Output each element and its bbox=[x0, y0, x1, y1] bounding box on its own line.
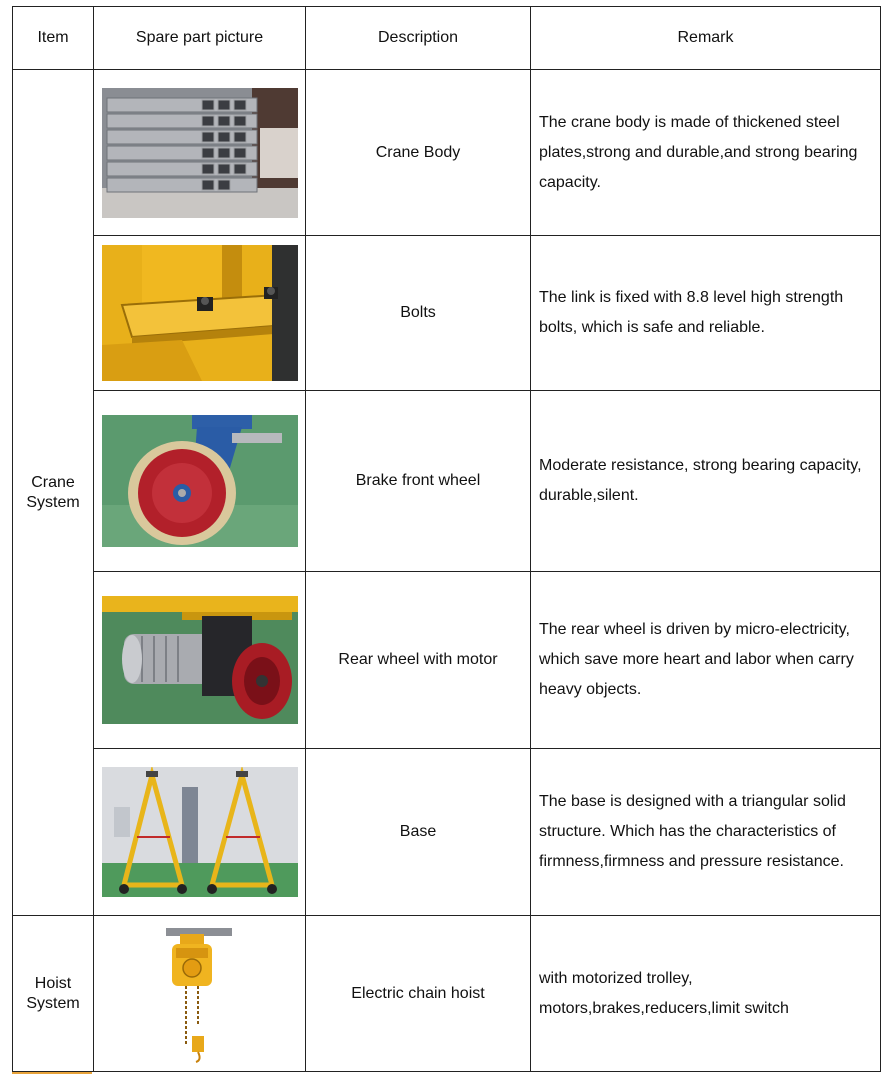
description-cell: Rear wheel with motor bbox=[306, 572, 531, 749]
picture-cell bbox=[94, 70, 306, 236]
description-cell: Bolts bbox=[306, 236, 531, 391]
picture-cell bbox=[94, 572, 306, 749]
bolts-photo bbox=[102, 245, 298, 381]
table-row bbox=[13, 572, 881, 749]
chain-hoist-photo bbox=[102, 924, 298, 1064]
table-row bbox=[13, 916, 881, 1072]
header-remark: Remark bbox=[531, 7, 881, 70]
picture-cell bbox=[94, 391, 306, 572]
remark-cell: Moderate resistance, strong bearing capacity, durable,silent. bbox=[531, 391, 881, 572]
table-row bbox=[13, 236, 881, 391]
motor-wheel-photo bbox=[102, 596, 298, 724]
picture-cell bbox=[94, 916, 306, 1072]
table-row bbox=[13, 749, 881, 916]
description-cell: Base bbox=[306, 749, 531, 916]
remark-cell: with motorized trolley, motors,brakes,reducers,limit switch bbox=[531, 916, 881, 1072]
table-header-row bbox=[13, 7, 881, 70]
footer-rule bbox=[12, 1072, 92, 1074]
picture-cell bbox=[94, 236, 306, 391]
spare-parts-table bbox=[12, 6, 881, 1072]
description-cell: Crane Body bbox=[306, 70, 531, 236]
steel-tubes-photo bbox=[102, 88, 298, 218]
table-row bbox=[13, 391, 881, 572]
remark-cell: The base is designed with a triangular solid structure. Which has the characteristics of firmness,firmness and pressure resistance. bbox=[531, 749, 881, 916]
header-description: Description bbox=[306, 7, 531, 70]
remark-cell: The link is fixed with 8.8 level high strength bolts, which is safe and reliable. bbox=[531, 236, 881, 391]
header-item: Item bbox=[13, 7, 94, 70]
description-cell: Electric chain hoist bbox=[306, 916, 531, 1072]
table-row bbox=[13, 70, 881, 236]
gantry-base-photo bbox=[102, 767, 298, 897]
description-cell: Brake front wheel bbox=[306, 391, 531, 572]
remark-cell: The crane body is made of thickened steel plates,strong and durable,and strong bearing capacity. bbox=[531, 70, 881, 236]
remark-cell: The rear wheel is driven by micro-electricity, which save more heart and labor when carry heavy objects. bbox=[531, 572, 881, 749]
group-hoist-system: Hoist System bbox=[13, 916, 94, 1072]
group-crane-system: Crane System bbox=[13, 70, 94, 916]
header-picture: Spare part picture bbox=[94, 7, 306, 70]
picture-cell bbox=[94, 749, 306, 916]
brake-wheel-photo bbox=[102, 415, 298, 547]
